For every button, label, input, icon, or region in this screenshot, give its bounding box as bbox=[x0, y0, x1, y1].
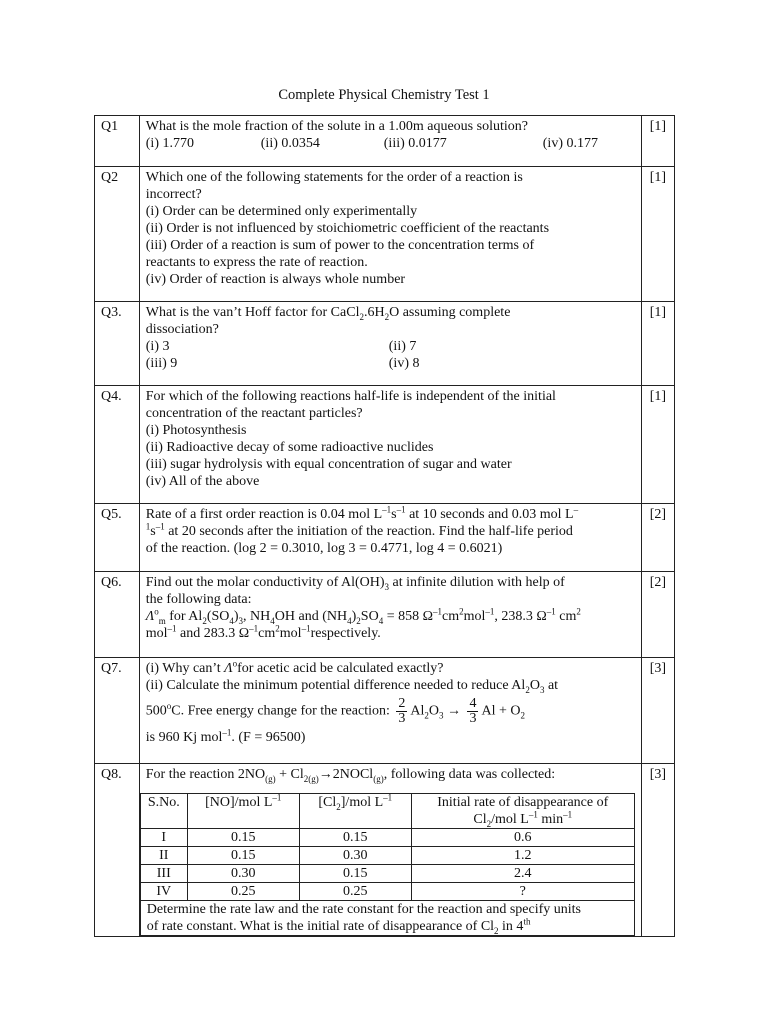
question-row-q2 bbox=[95, 167, 675, 302]
cell-cl2: 0.25 bbox=[299, 883, 411, 901]
question-body bbox=[139, 167, 641, 302]
option-ii: (ii) Order is not influenced by stoichiometric coefficient of the reactants bbox=[145, 221, 550, 236]
question-line: For which of the following reactions half-life is independent of the initial bbox=[145, 389, 556, 404]
question-line: of the reaction. (log 2 = 0.3010, log 3 = 0.4771, log 4 = 0.6021) bbox=[145, 541, 503, 556]
option-i: (i) Photosynthesis bbox=[145, 423, 247, 438]
options-row bbox=[146, 355, 635, 372]
question-line: $^1s^{-1}$ at 20 seconds after the initiation of the reaction. Find the half-life period bbox=[145, 521, 573, 539]
question-line: 500$^o$C. Free energy change for the reaction: $\frac{2}{3}$ $Al_2O_3$ → $\frac{4}{3}$ $Al + O_2$ bbox=[145, 696, 525, 726]
question-body bbox=[139, 302, 641, 386]
options-row bbox=[146, 338, 635, 355]
question-number: Q4. bbox=[95, 386, 140, 504]
question-row-q5 bbox=[95, 504, 675, 572]
question-line: (i) Why can’t $\Lambda^ofor$ acetic acid be calculated exactly? bbox=[145, 658, 444, 676]
lambda-symbol: Λ bbox=[145, 609, 155, 624]
option-ii: (ii) Radioactive decay of some radioactive nuclides bbox=[145, 440, 434, 455]
question-row-q4 bbox=[95, 386, 675, 504]
fraction-four-thirds: $\frac{4}{3}$ bbox=[469, 696, 477, 726]
header-no-conc: [NO]/mol $L^{-1}$ bbox=[187, 794, 299, 829]
option-i: (i) Order can be determined only experimentally bbox=[145, 204, 418, 219]
lambda-symbol: Λ bbox=[224, 661, 233, 676]
marks: [1] bbox=[641, 386, 674, 504]
question-row-q1 bbox=[95, 116, 675, 167]
question-line: mol$^{-1}$ and 283.3 $\Omega^{-1}cm^2mol^{-1}respectively$. bbox=[145, 623, 381, 641]
question-text: What is the van’t Hoff factor for $CaCl_2.6H_2O$ assuming complete bbox=[145, 305, 511, 322]
cell-no: 0.15 bbox=[187, 829, 299, 847]
question-number: Q7. bbox=[95, 658, 140, 764]
question-number: Q2 bbox=[95, 167, 140, 302]
table-row bbox=[140, 829, 634, 847]
cell-sno: III bbox=[140, 865, 187, 883]
table-row bbox=[140, 883, 634, 901]
question-line: incorrect? bbox=[145, 187, 202, 202]
option-iv: (iv) 0.177 bbox=[542, 136, 598, 151]
option-iii: (iii) 0.0177 bbox=[383, 136, 447, 151]
question-number: Q1 bbox=[95, 116, 140, 167]
marks: [1] bbox=[641, 302, 674, 386]
option-iii-cont: reactants to express the rate of reaction. bbox=[145, 255, 368, 270]
question-number: Q5. bbox=[95, 504, 140, 572]
marks: [2] bbox=[641, 504, 674, 572]
cell-rate: 1.2 bbox=[411, 847, 634, 865]
question-table bbox=[94, 115, 675, 937]
question-row-q8 bbox=[95, 764, 675, 937]
marks: [3] bbox=[641, 658, 674, 764]
option-i: (i) 1.770 bbox=[145, 136, 194, 151]
arrow-icon: → bbox=[318, 767, 333, 782]
question-line: Which one of the following statements for the order of a reaction is bbox=[145, 170, 523, 185]
question-line: dissociation? bbox=[145, 322, 219, 337]
cell-rate: 0.6 bbox=[411, 829, 634, 847]
page-title: Complete Physical Chemistry Test 1 bbox=[278, 87, 490, 103]
table-row bbox=[140, 847, 634, 865]
question-line: concentration of the reactant particles? bbox=[145, 406, 363, 421]
cell-rate: 2.4 bbox=[411, 865, 634, 883]
cell-sno: IV bbox=[140, 883, 187, 901]
question-body bbox=[139, 504, 641, 572]
question-row-q6 bbox=[95, 572, 675, 658]
option-iv: (iv) Order of reaction is always whole number bbox=[145, 272, 406, 287]
cell-cl2: 0.15 bbox=[299, 865, 411, 883]
table-header-row bbox=[140, 794, 634, 829]
marks: [1] bbox=[641, 116, 674, 167]
marks: [1] bbox=[641, 167, 674, 302]
option-iii: (iii) Order of a reaction is sum of power to the concentration terms of bbox=[145, 238, 535, 253]
question-line: Find out the molar conductivity of $Al(OH)_3$ at infinite dilution with help of bbox=[145, 575, 565, 592]
question-number: Q6. bbox=[95, 572, 140, 658]
question-row-q7 bbox=[95, 658, 675, 764]
fraction-two-thirds: $\frac{2}{3}$ bbox=[398, 696, 406, 726]
cell-cl2: 0.30 bbox=[299, 847, 411, 865]
header-sno: S.No. bbox=[140, 794, 187, 829]
option-ii: (ii) 0.0354 bbox=[260, 136, 320, 151]
option-iii: (iii) sugar hydrolysis with equal concentration of sugar and water bbox=[145, 457, 512, 472]
table-row bbox=[140, 865, 634, 883]
marks: [2] bbox=[641, 572, 674, 658]
table-footer-row bbox=[140, 901, 634, 936]
question-line: (ii) Calculate the minimum potential difference needed to reduce $Al_2O_3$ at bbox=[145, 678, 559, 695]
footer-text: Determine the rate law and the rate constant for the reaction and specify units of rate constant. What is the initial rate of disappearance of $Cl_2$ in 4th bbox=[140, 901, 634, 936]
arrow-icon: → bbox=[446, 703, 461, 719]
header-cl2-conc: $[Cl_2]$/mol $L^{-1}$ bbox=[299, 794, 411, 829]
option-iv: (iv) All of the above bbox=[145, 474, 260, 489]
data-table bbox=[140, 793, 635, 936]
question-body bbox=[139, 764, 641, 937]
question-line: Rate of a first order reaction is 0.04 mol $L^{-1}s^{-1}$ at 10 seconds and 0.03 mol L– bbox=[145, 504, 579, 522]
question-number: Q8. bbox=[95, 764, 140, 937]
question-line: is 960 Kj mol$^{-1}$. (F = 96500) bbox=[145, 727, 306, 745]
marks: [3] bbox=[641, 764, 674, 937]
cell-no: 0.30 bbox=[187, 865, 299, 883]
question-text: What is the mole fraction of the solute in a 1.00m aqueous solution? bbox=[145, 119, 528, 134]
cell-cl2: 0.15 bbox=[299, 829, 411, 847]
question-body bbox=[139, 116, 641, 167]
question-body bbox=[139, 386, 641, 504]
options-row bbox=[146, 135, 635, 152]
cell-sno: II bbox=[140, 847, 187, 865]
question-line: $\Lambda^o_m$ for $Al_2(SO_4)_3$, $NH_4OH$ and $(NH_4)_2SO_4 = 858$ $\Omega^{-1}cm^2mol^{-1}$, 238.3 $\Omega^{-1}$ $cm^2$ bbox=[145, 606, 581, 626]
cell-sno: I bbox=[140, 829, 187, 847]
cell-no: 0.25 bbox=[187, 883, 299, 901]
question-body bbox=[139, 658, 641, 764]
cell-rate: ? bbox=[411, 883, 634, 901]
option-i: (i) 3 bbox=[145, 339, 170, 354]
cell-no: 0.15 bbox=[187, 847, 299, 865]
option-ii: (ii) 7 bbox=[388, 339, 417, 354]
question-body bbox=[139, 572, 641, 658]
question-row-q3 bbox=[95, 302, 675, 386]
option-iii: (iii) 9 bbox=[145, 356, 178, 371]
option-iv: (iv) 8 bbox=[388, 356, 420, 371]
question-line: the following data: bbox=[145, 592, 252, 607]
question-line: For the reaction $2NO_{(g)}$ + $Cl_{2(g)}\to 2NOCl_{(g)}$, following data was collected: bbox=[145, 767, 556, 784]
header-rate: Initial rate of disappearance of $Cl_2$/mol $L^{-1}$ $\min^{-1}$ bbox=[411, 794, 634, 829]
question-number: Q3. bbox=[95, 302, 140, 386]
